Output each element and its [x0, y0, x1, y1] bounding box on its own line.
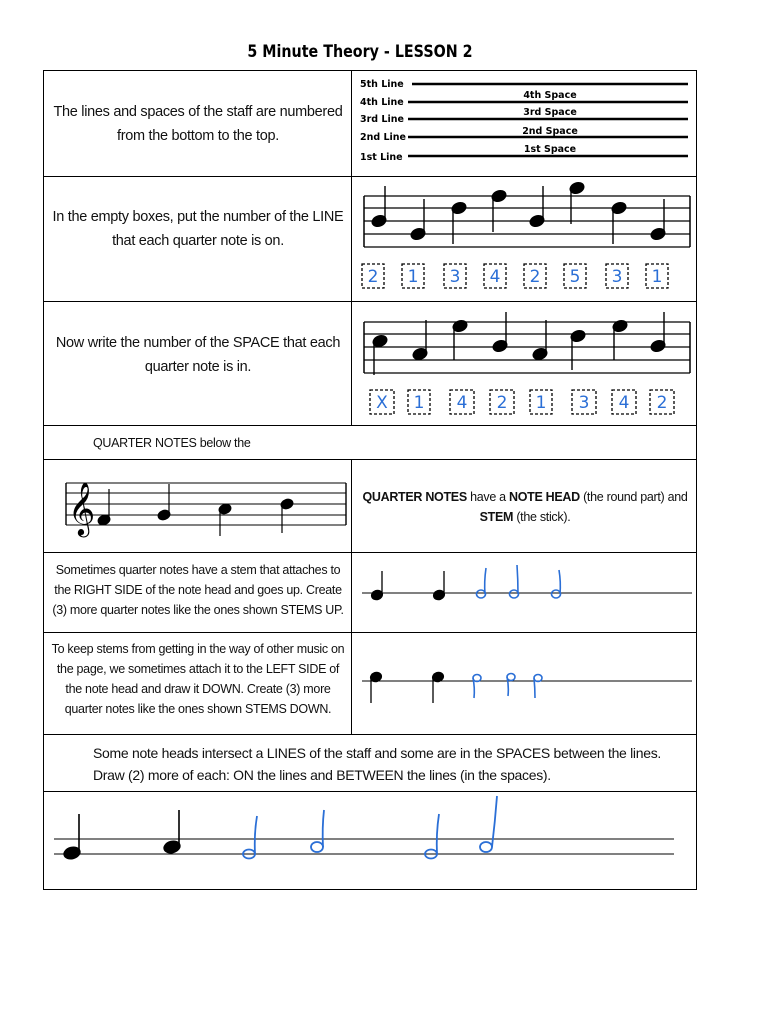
quarter-note-stem-down: [369, 671, 382, 703]
staff-diagram-lines-spaces: [352, 72, 697, 174]
row-divider: [44, 459, 696, 460]
handwritten-note: [243, 816, 257, 859]
quarter-note: [157, 484, 171, 521]
line-label-5: 5th Line: [360, 79, 404, 90]
handwritten-answer: X: [376, 393, 388, 413]
quarter-note: [372, 334, 389, 375]
quarter-note: [371, 186, 388, 228]
handwritten-answer: 3: [449, 267, 461, 287]
handwritten-note: [480, 796, 497, 852]
handwritten-answer: 3: [611, 267, 623, 287]
quarter-note: [218, 503, 232, 536]
space-label-4: 4th Space: [523, 90, 577, 101]
treble-staff-example: [48, 462, 348, 548]
handwritten-note: [507, 674, 515, 697]
handwritten-answer: 1: [407, 267, 419, 287]
quarter-note: [650, 199, 667, 241]
quarter-note-stem-up: [432, 571, 445, 601]
page-title: 5 Minute Theory - LESSON 2: [247, 42, 473, 62]
handwritten-answer: 1: [413, 393, 425, 413]
handwritten-answer: 3: [578, 393, 590, 413]
quarter-note: [570, 329, 587, 370]
row5-text-c: (the stick).: [513, 510, 571, 524]
row2-instructions: In the empty boxes, put the number of the LINE that each quarter note is on.: [52, 209, 344, 249]
quarter-note: [412, 320, 429, 361]
quarter-note: [612, 319, 629, 360]
quarter-note-on-line: [63, 814, 81, 860]
row5-text-b: (the round part) and: [579, 490, 688, 504]
quarter-note-stem-up: [370, 571, 383, 601]
handwritten-answer: 4: [456, 393, 468, 413]
quarter-note: [97, 489, 111, 526]
stems-down-exercise: [352, 650, 697, 720]
handwritten-answer: 2: [496, 393, 508, 413]
line-label-4: 4th Line: [360, 97, 404, 108]
handwritten-answer: 4: [618, 393, 630, 413]
handwritten-note: [552, 570, 561, 598]
row-divider: [44, 301, 696, 302]
row-divider: [44, 552, 696, 553]
handwritten-answer: 5: [569, 267, 581, 287]
quarter-note: [569, 181, 586, 224]
row4-caption: QUARTER NOTES below the: [93, 436, 251, 450]
handwritten-answer: 2: [529, 267, 541, 287]
row6-instructions: Sometimes quarter notes have a stem that attaches to the RIGHT SIDE of the note head and goes up. Create (3) more quarter notes like the ones shown STEMS UP.: [52, 563, 344, 617]
title-area: [0, 0, 720, 70]
handwritten-note: [311, 810, 324, 852]
staff-exercise-spaces: [352, 304, 697, 424]
row1-instructions: The lines and spaces of the staff are numbered from the bottom to the top.: [53, 104, 343, 144]
line-label-3: 3rd Line: [360, 114, 404, 125]
handwritten-answer: 2: [367, 267, 379, 287]
term-note-head: NOTE HEAD: [508, 490, 580, 504]
quarter-note: [650, 312, 667, 353]
staff-exercise-lines: [352, 178, 697, 300]
row5-text-a: have a: [466, 490, 509, 504]
row3-instructions: Now write the number of the SPACE that each quarter note is in.: [55, 335, 341, 375]
line-label-2: 2nd Line: [360, 132, 406, 143]
quarter-note-in-space: [163, 810, 181, 854]
quarter-note: [492, 312, 509, 353]
handwritten-note: [425, 814, 439, 859]
quarter-note: [491, 189, 508, 232]
row8-instructions: Some note heads intersect a LINES of the staff and some are in the SPACES between the lines. Draw (2) more of each: ON the lines and BETWEEN the lines (in the spaces).: [93, 745, 662, 783]
quarter-note: [410, 199, 427, 241]
row-divider: [44, 176, 696, 177]
space-label-3: 3rd Space: [523, 107, 577, 118]
quarter-note: [452, 319, 469, 360]
handwritten-note: [473, 675, 481, 699]
handwritten-answer: 4: [489, 267, 501, 287]
row7-instructions: To keep stems from getting in the way of other music on the page, we sometimes attach it to the LEFT SIDE of the note head and draw it DOWN. Create (3) more quarter notes like the ones shown STEMS DOWN.: [51, 642, 345, 716]
row-divider: [44, 425, 696, 426]
treble-clef-icon: 𝄞: [68, 481, 96, 535]
space-label-2: 2nd Space: [522, 126, 578, 137]
quarter-note: [529, 186, 546, 228]
quarter-note-stem-down: [431, 671, 444, 703]
row-divider: [44, 632, 696, 633]
handwritten-answer: 1: [651, 267, 663, 287]
space-label-1: 1st Space: [523, 144, 577, 155]
term-quarter-notes: QUARTER NOTES: [362, 490, 467, 504]
quarter-note: [532, 320, 549, 361]
lines-and-spaces-exercise: [46, 792, 694, 888]
handwritten-answer: 2: [656, 393, 668, 413]
row-divider: [44, 734, 696, 735]
line-label-1: 1st Line: [360, 152, 403, 163]
term-stem: STEM: [479, 510, 514, 524]
quarter-note: [611, 201, 628, 244]
handwritten-answer: 1: [535, 393, 547, 413]
row5-explanation: [356, 487, 694, 527]
quarter-note: [451, 201, 468, 244]
handwritten-note: [534, 675, 542, 699]
stems-up-exercise: [352, 560, 697, 630]
